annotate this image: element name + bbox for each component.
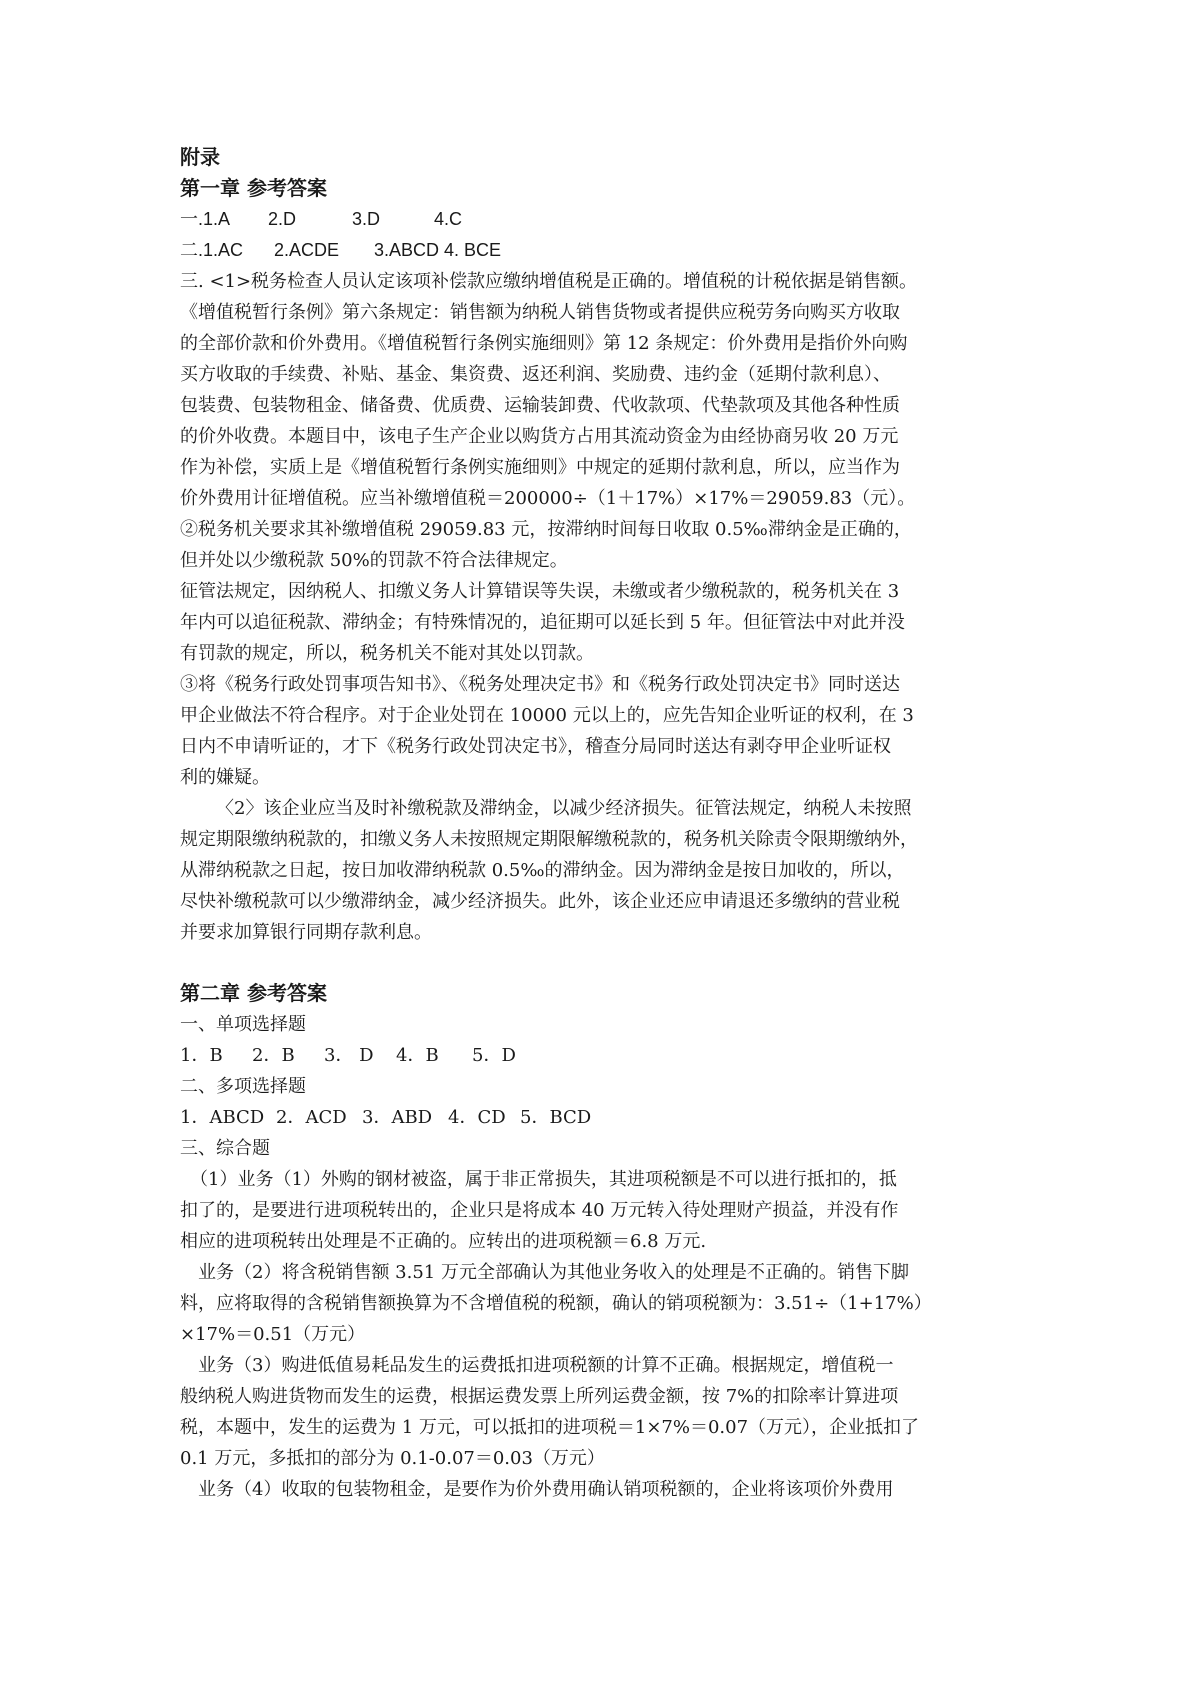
answer: 3． D xyxy=(324,1045,374,1066)
chapter1-title: 第一章 参考答案 xyxy=(180,176,327,200)
text-line: ×17%＝0.51（万元） xyxy=(180,1324,366,1345)
answer: 二.1.AC xyxy=(180,240,244,260)
answer: 1．B xyxy=(180,1045,223,1066)
chapter2-section3-title: 三、综合题 xyxy=(180,1138,270,1159)
text-line: 买方收取的手续费、补贴、基金、集资费、返还利润、奖励费、违约金（延期付款利息）、 xyxy=(180,364,891,385)
text-line: 从滞纳税款之日起，按日加收滞纳税款 0.5‰的滞纳金。因为滞纳金是按日加收的，所以， xyxy=(180,860,905,881)
chapter2-item-1 xyxy=(180,1164,1020,1257)
chapter2-multi-choice-answers xyxy=(180,1102,1020,1133)
text-line: 并要求加算银行同期存款利息。 xyxy=(180,922,432,943)
text-line: 的全部价款和价外费用。《增值税暂行条例实施细则》第 12 条规定：价外费用是指价外向购 xyxy=(180,333,908,354)
chapter2-section2-title: 二、多项选择题 xyxy=(180,1076,306,1097)
text-line: 有罚款的规定，所以，税务机关不能对其处以罚款。 xyxy=(180,643,594,664)
answer: 2.D xyxy=(268,209,297,229)
chapter1-comprehensive-answer xyxy=(180,266,1020,793)
answer: 2．ACD xyxy=(276,1107,347,1128)
text-line: 但并处以少缴税款 50%的罚款不符合法律规定。 xyxy=(180,550,568,571)
text-line: 业务（3）购进低值易耗品发生的运费抵扣进项税额的计算不正确。根据规定，增值税一 xyxy=(198,1355,894,1376)
text-line: 0.1 万元，多抵扣的部分为 0.1-0.07＝0.03（万元） xyxy=(180,1448,605,1469)
answer: 5．BCD xyxy=(520,1107,592,1128)
text-line: 三. <1>税务检查人员认定该项补偿款应缴纳增值税是正确的。增值税的计税依据是销售额。 xyxy=(180,271,918,292)
text-line: 扣了的，是要进行进项税转出的，企业只是将成本 40 万元转入待处理财产损益，并没有作 xyxy=(180,1200,899,1221)
answer: 3．ABD xyxy=(362,1107,433,1128)
answer: 5．D xyxy=(472,1045,516,1066)
text-line: 价外费用计征增值税。应当补缴增值税＝200000÷（1＋17%）×17%＝29059.83（元）。 xyxy=(180,488,916,509)
appendix-title: 附录 xyxy=(180,145,220,169)
chapter1-paragraph-2 xyxy=(180,793,1020,948)
chapter1-multi-choice-answers xyxy=(180,235,1020,266)
text-line: 业务（4）收取的包装物租金，是要作为价外费用确认销项税额的，企业将该项价外费用 xyxy=(198,1479,894,1500)
chapter2-section1-title: 一、单项选择题 xyxy=(180,1014,306,1035)
answer: 2.ACDE xyxy=(274,240,340,260)
answer: 1．ABCD xyxy=(180,1107,265,1128)
chapter1-single-choice-answers xyxy=(180,204,1020,235)
text-line: 甲企业做法不符合程序。对于企业处罚在 10000 元以上的，应先告知企业听证的权利，在 3 xyxy=(180,705,914,726)
text-line: 《增值税暂行条例》第六条规定：销售额为纳税人销售货物或者提供应税劳务向购买方收取 xyxy=(180,302,900,323)
answer: 4．CD xyxy=(448,1107,506,1128)
text-line: 尽快补缴税款可以少缴滞纳金，减少经济损失。此外，该企业还应申请退还多缴纳的营业税 xyxy=(180,891,900,912)
answer: 一.1.A xyxy=(180,209,231,229)
chapter2-title: 第二章 参考答案 xyxy=(180,981,327,1005)
text-line: 包装费、包装物租金、储备费、优质费、运输装卸费、代收款项、代垫款项及其他各种性质 xyxy=(180,395,900,416)
chapter2-item-3 xyxy=(180,1350,1020,1474)
text-line: 利的嫌疑。 xyxy=(180,767,270,788)
text-line: 般纳税人购进货物而发生的运费，根据运费发票上所列运费金额，按 7%的扣除率计算进项 xyxy=(180,1386,899,1407)
chapter2-item-4 xyxy=(180,1474,1020,1505)
text-line: 业务（2）将含税销售额 3.51 万元全部确认为其他业务收入的处理是不正确的。销售下脚 xyxy=(198,1262,909,1283)
text-line: ②税务机关要求其补缴增值税 29059.83 元，按滞纳时间每日收取 0.5‰滞纳金是正确的， xyxy=(180,519,912,540)
document-page xyxy=(180,142,1020,1505)
section-spacer xyxy=(180,948,1020,978)
answer: 4．B xyxy=(396,1045,439,1066)
text-line: 的价外收费。本题目中，该电子生产企业以购货方占用其流动资金为由经协商另收 20 万元 xyxy=(180,426,899,447)
text-line: 征管法规定，因纳税人、扣缴义务人计算错误等失误，未缴或者少缴税款的，税务机关在 3 xyxy=(180,581,900,602)
text-line: （1）业务（1）外购的钢材被盗，属于非正常损失，其进项税额是不可以进行抵扣的，抵 xyxy=(190,1169,897,1190)
answer: 3.ABCD 4. BCE xyxy=(374,240,502,260)
text-line: 税，本题中，发生的运费为 1 万元，可以抵扣的进项税＝1×7%＝0.07（万元），企业抵扣了 xyxy=(180,1417,920,1438)
answer: 3.D xyxy=(352,209,381,229)
text-line: 〈2〉该企业应当及时补缴税款及滞纳金，以减少经济损失。征管法规定，纳税人未按照 xyxy=(216,798,912,819)
text-line: 年内可以追征税款、滞纳金；有特殊情况的，追征期可以延长到 5 年。但征管法中对此并没 xyxy=(180,612,905,633)
answer: 4.C xyxy=(434,209,463,229)
text-line: 日内不申请听证的，才下《税务行政处罚决定书》，稽查分局同时送达有剥夺甲企业听证权 xyxy=(180,736,891,757)
text-line: ③将《税务行政处罚事项告知书》、《税务处理决定书》和《税务行政处罚决定书》同时送达 xyxy=(180,674,900,695)
text-line: 作为补偿，实质上是《增值税暂行条例实施细则》中规定的延期付款利息，所以，应当作为 xyxy=(180,457,900,478)
chapter2-single-choice-answers xyxy=(180,1040,1020,1071)
chapter2-item-2 xyxy=(180,1257,1020,1350)
answer: 2．B xyxy=(252,1045,295,1066)
text-line: 规定期限缴纳税款的，扣缴义务人未按照规定期限解缴税款的，税务机关除责令限期缴纳外， xyxy=(180,829,918,850)
text-line: 料，应将取得的含税销售额换算为不含增值税的税额，确认的销项税额为：3.51÷（1+17%） xyxy=(180,1293,932,1314)
text-line: 相应的进项税转出处理是不正确的。应转出的进项税额＝6.8 万元. xyxy=(180,1231,707,1252)
